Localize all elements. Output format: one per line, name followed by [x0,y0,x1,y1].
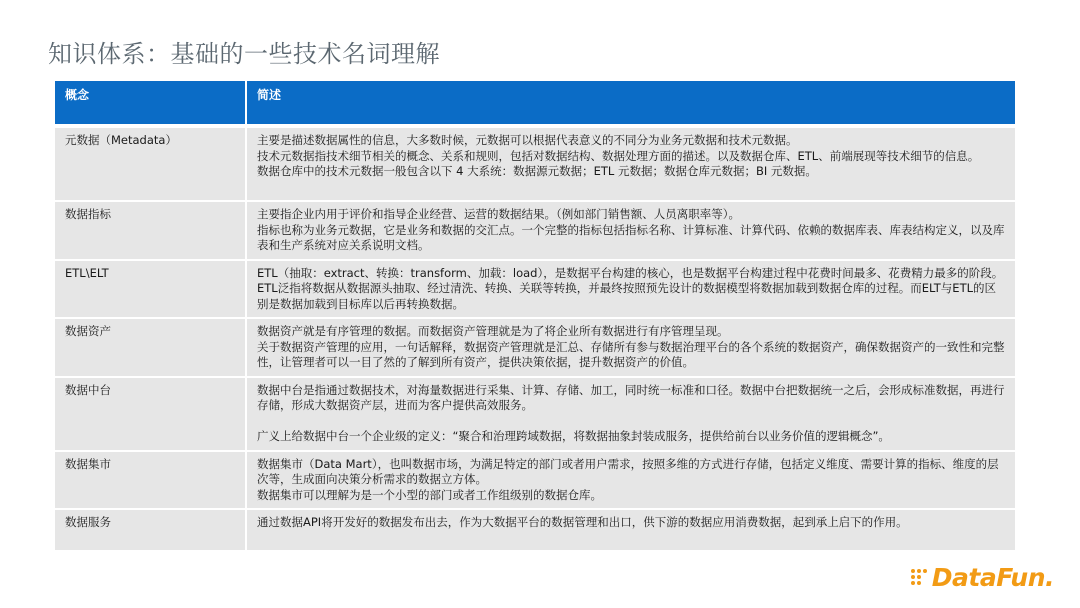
concept-cell: 数据中台 [55,378,247,450]
description-line: 广义上给数据中台一个企业级的定义：“聚合和治理跨域数据，将数据抽象封装成服务，提供给前台以业务价值的逻辑概念”。 [257,428,890,443]
description-cell [247,319,1015,376]
page-title: 知识体系：基础的一些技术名词理解 [48,40,440,68]
table-row [55,378,1015,450]
table-row [55,261,1015,318]
description-line: 数据中台是指通过数据技术，对海量数据进行采集、计算、存储、加工，同时统一标准和口径。数据中台把数据统一之后，会形成标准数据，再进行存储，形成大数据资产层，进而为客户提供高效服务。 [257,382,1005,412]
description-line: 主要指企业内用于评价和指导企业经营、运营的数据结果。（例如部门销售额、人员离职率等）。 [257,207,740,221]
header-concept: 概念 [55,81,247,124]
description-cell [247,510,1015,550]
concept-table [55,79,1015,552]
description-line: 关于数据资产管理的应用，一句话解释，数据资产管理就是汇总、存储所有参与数据治理平台的各个系统的数据资产，确保数据资产的一致性和完整性，让管理者可以一目了然的了解到所有资产，提供决策依据，提升数据资产的价值。 [257,339,1005,369]
description-line: 主要是描述数据属性的信息，大多数时候，元数据可以根据代表意义的不同分为业务元数据和技术元数据。 [257,133,798,147]
table-row [55,202,1015,259]
description-cell [247,126,1015,200]
description-cell [247,202,1015,259]
table-header-row [55,81,1015,124]
concept-cell: 数据资产 [55,319,247,376]
datafun-logo [909,562,1054,592]
description-line: 数据资产就是有序管理的数据。而数据资产管理就是为了将企业所有数据进行有序管理呈现。 [257,324,729,338]
description-line: 数据集市可以理解为是一个小型的部门或者工作组级别的数据仓库。 [257,487,602,502]
description-line: 指标也称为业务元数据，它是业务和数据的交汇点。一个完整的指标包括指标名称、计算标准、计算代码、依赖的数据库表、库表结构定义，以及库表和生产系统对应关系说明文档。 [257,222,1005,252]
datafun-logo-text: DataFun. [931,562,1054,592]
description-line: 数据仓库中的技术元数据一般包含以下 4 大系统：数据源元数据；ETL 元数据；数据仓库元数据；BI 元数据。 [257,164,817,178]
concept-cell: 数据指标 [55,202,247,259]
concept-cell: 元数据（Metadata） [55,126,247,200]
datafun-dots-icon [909,566,931,588]
table-row [55,510,1015,550]
description-line: 数据集市（Data Mart），也叫数据市场，为满足特定的部门或者用户需求，按照多维的方式进行存储，包括定义维度、需要计算的指标、维度的层次等，生成面向决策分析需求的数据立方体。 [257,456,999,486]
table-row [55,452,1015,509]
header-description: 简述 [247,81,1015,124]
description-cell [247,452,1015,509]
table-row [55,319,1015,376]
description-line: 通过数据API将开发好的数据发布出去，作为大数据平台的数据管理和出口，供下游的数据应用消费数据，起到承上启下的作用。 [257,515,908,529]
description-cell [247,261,1015,318]
description-line: ETL（抽取：extract、转换：transform、加载：load），是数据平台构建的核心，也是数据平台构建过程中花费时间最多、花费精力最多的阶段。ETL泛指将数据从数据源头抽取、经过清洗、转换、关联等转换，并最终按照预先设计的数据模型将数据加载到数据仓库的过程。而ELT与ETL的区别是数据加载到目标库以后再转换数据。 [257,265,1004,311]
concept-cell: 数据服务 [55,510,247,550]
description-cell [247,378,1015,450]
concept-cell: ETL\ELT [55,261,247,318]
concept-cell: 数据集市 [55,452,247,509]
table-row [55,126,1015,200]
description-line: 技术元数据指技术细节相关的概念、关系和规则，包括对数据结构、数据处理方面的描述。以及数据仓库、ETL、前端展现等技术细节的信息。 [257,148,980,163]
